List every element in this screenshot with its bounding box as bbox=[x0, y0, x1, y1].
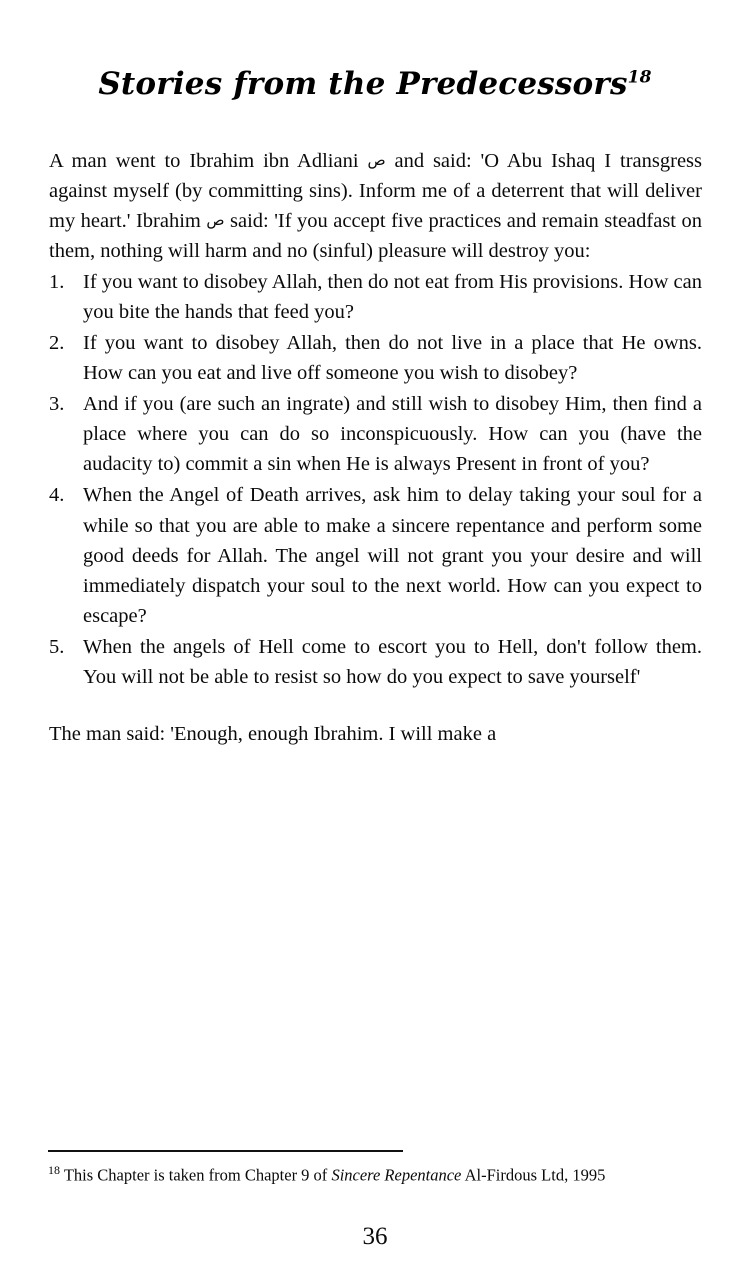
footnote-marker: 18 bbox=[48, 1163, 60, 1178]
footnote-area bbox=[48, 1150, 702, 1187]
body-content bbox=[48, 146, 702, 749]
footnote-book-title: Sincere Repentance bbox=[331, 1165, 462, 1185]
footnote-text bbox=[48, 1162, 702, 1187]
list-item-text: If you want to disobey Allah, then do not eat from His provisions. How can you bite the hands that feed you? bbox=[83, 270, 702, 323]
footnote-divider bbox=[48, 1150, 403, 1152]
list-item bbox=[49, 632, 702, 692]
list-item-text: When the Angel of Death arrives, ask him to delay taking your soul for a while so that you are able to make a sincere repentance and perform some good deeds for Allah. The angel will not grant you your desire and will immediately dispatch your soul to the next world. How can you expect to escape? bbox=[83, 484, 702, 627]
list-item-text: If you want to disobey Allah, then do not live in a place that He owns. How can you eat and live off someone you wish to disobey? bbox=[83, 331, 702, 384]
opening-segment-2: and said: 'O Abu Ishaq I transgress against myself (by committing sins). Inform me of a deterrent that will deliver my heart.' Ibrahim bbox=[49, 150, 702, 233]
page-number: 36 bbox=[362, 1223, 388, 1250]
opening-segment-1: A man went to Ibrahim ibn Adliani bbox=[49, 150, 368, 172]
list-item bbox=[49, 328, 702, 388]
closing-paragraph: The man said: 'Enough, enough Ibrahim. I will make a bbox=[49, 723, 497, 746]
page-title-footnote-marker: 18 bbox=[627, 67, 652, 88]
footnote-segment-after: Al-Firdous Ltd, 1995 bbox=[461, 1165, 606, 1185]
paragraph-spacer bbox=[49, 693, 702, 719]
footnote-segment-before: This Chapter is taken from Chapter 9 of bbox=[63, 1165, 332, 1185]
list-item-text: When the angels of Hell come to escort you to Hell, don't follow them. You will not be able to resist so how do you expect to save yourself' bbox=[83, 636, 702, 689]
list-item-number: 4. bbox=[49, 484, 65, 507]
list-item-number: 5. bbox=[49, 636, 65, 658]
salutation-icon: ص bbox=[367, 153, 386, 169]
page-title-text: Stories from the Predecessors bbox=[98, 66, 628, 102]
list-item-number: 1. bbox=[49, 270, 65, 293]
page-title bbox=[48, 66, 702, 102]
numbered-points-list bbox=[49, 267, 702, 693]
salutation-icon: ص bbox=[206, 213, 225, 230]
list-item-number: 2. bbox=[49, 331, 65, 354]
list-item-number: 3. bbox=[49, 393, 65, 415]
list-item bbox=[49, 267, 702, 327]
opening-paragraph bbox=[49, 146, 702, 267]
list-item bbox=[49, 480, 702, 631]
opening-segment-3: said: 'If you accept five practices and remain steadfast on them, nothing will harm and no (sinful) pleasure will destroy you: bbox=[49, 210, 702, 263]
list-item-text: And if you (are such an ingrate) and still wish to disobey Him, then find a place where you can do so inconspicuously. How can you (have the audacity to) commit a sin when He is always Present in front of you? bbox=[83, 393, 702, 476]
list-item bbox=[49, 389, 702, 479]
